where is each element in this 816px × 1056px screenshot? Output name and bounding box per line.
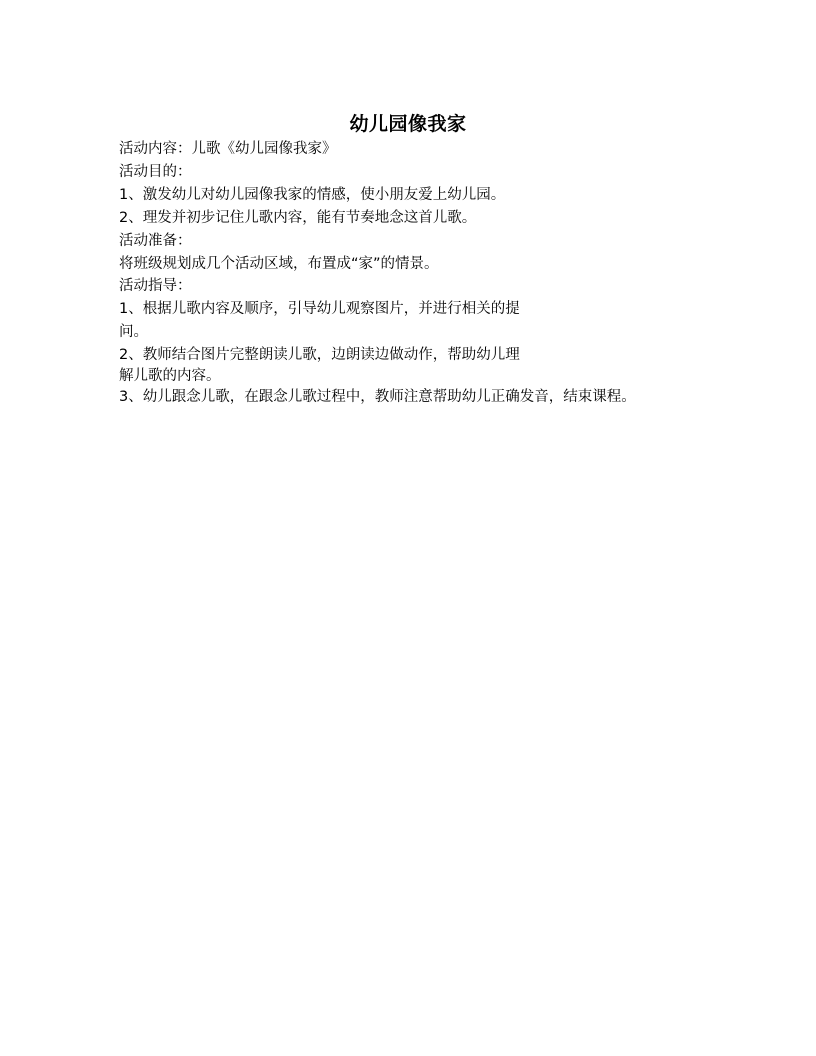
guidance-item-2-continued: 解儿歌的内容。 <box>119 368 221 384</box>
preparation-text: 将班级规划成几个活动区域，布置成“家”的情景。 <box>119 256 439 272</box>
guidance-item-2: 2、教师结合图片完整朗读儿歌，边朗读边做动作，帮助幼儿理 <box>119 347 520 363</box>
goal-item-2: 2、理发并初步记住儿歌内容，能有节奏地念这首儿歌。 <box>119 210 477 226</box>
document-title: 幼儿园像我家 <box>349 113 467 135</box>
goal-item-1: 1、激发幼儿对幼儿园像我家的情感，使小朋友爱上幼儿园。 <box>119 187 506 203</box>
activity-content-line: 活动内容：儿歌《幼儿园像我家》 <box>119 141 337 157</box>
activity-goal-heading: 活动目的： <box>119 164 192 180</box>
activity-preparation-heading: 活动准备： <box>119 233 192 249</box>
guidance-item-3: 3、幼儿跟念儿歌，在跟念儿歌过程中，教师注意帮助幼儿正确发音，结束课程。 <box>119 389 636 405</box>
guidance-item-1-continued: 问。 <box>119 324 148 340</box>
guidance-item-1: 1、根据儿歌内容及顺序，引导幼儿观察图片，并进行相关的提 <box>119 301 520 317</box>
activity-guidance-heading: 活动指导： <box>119 278 192 294</box>
